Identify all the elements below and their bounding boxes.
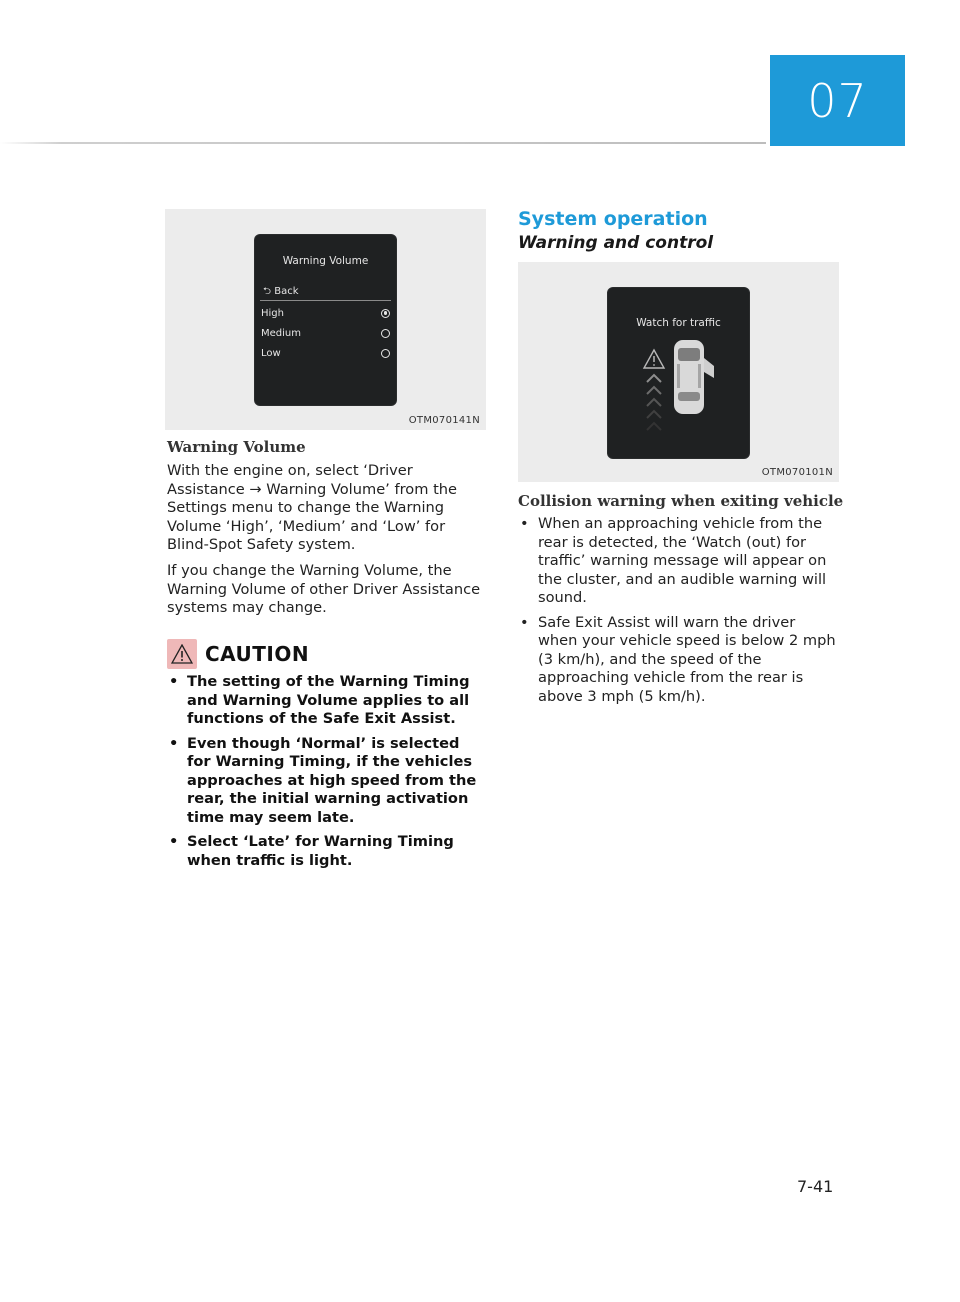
warning-volume-figure bbox=[165, 209, 486, 430]
menu-divider bbox=[260, 300, 391, 301]
screen-title: Warning Volume bbox=[282, 255, 369, 267]
menu-back bbox=[263, 284, 298, 301]
section-subtitle: Warning and control bbox=[518, 233, 714, 253]
collision-list bbox=[518, 515, 836, 712]
car-illustration bbox=[608, 288, 749, 458]
approach-chevrons-icon bbox=[647, 375, 661, 430]
caution-item: • Select ‘Late’ for Warning Timing when traffic is light. bbox=[167, 833, 485, 870]
header-rule bbox=[0, 142, 766, 144]
menu-item-high bbox=[261, 304, 390, 322]
warning-volume-para-1: With the engine on, select ‘Driver Assistance → Warning Volume’ from the Settings menu to change the Warning Volume ‘High’, ‘Medium’ and ‘Low’ for Blind-Spot Safety system. bbox=[167, 462, 458, 553]
car-top-view-icon bbox=[674, 340, 714, 414]
figure-code: OTM070141N bbox=[408, 415, 480, 426]
menu-item-label: High bbox=[261, 307, 284, 319]
watch-for-traffic-figure bbox=[518, 262, 839, 482]
back-arrow-icon: ⮌ bbox=[263, 286, 272, 297]
radio-selected-icon bbox=[381, 309, 390, 318]
warning-volume-para-2: If you change the Warning Volume, the Warning Volume of other Driver Assistance systems may change. bbox=[167, 562, 481, 616]
collision-heading: Collision warning when exiting vehicle bbox=[518, 492, 844, 510]
collision-item: • Safe Exit Assist will warn the driver when your vehicle speed is below 2 mph (3 km/h), and the speed of the approaching vehicle from the rear is above 3 mph (5 km/h). bbox=[518, 614, 836, 707]
caution-item: • The setting of the Warning Timing and Warning Volume applies to all functions of the Safe Exit Assist. bbox=[167, 673, 485, 729]
chapter-tab: 07 bbox=[770, 55, 905, 146]
cluster-screen bbox=[255, 235, 396, 405]
radio-unselected-icon bbox=[381, 329, 390, 338]
caution-header bbox=[167, 637, 309, 671]
figure-code: OTM070101N bbox=[761, 467, 833, 478]
back-label: Back bbox=[274, 286, 299, 297]
page-number: 7-41 bbox=[797, 1177, 834, 1196]
radio-unselected-icon bbox=[381, 349, 390, 358]
cluster-screen bbox=[608, 288, 749, 458]
menu-item-medium bbox=[261, 324, 390, 342]
menu-item-label: Low bbox=[261, 347, 281, 359]
screen-title: Watch for traffic bbox=[636, 317, 721, 329]
warning-triangle-icon bbox=[644, 350, 664, 368]
collision-item: • When an approaching vehicle from the rear is detected, the ‘Watch (out) for traffic’ warning message will appear on the cluster, and an audible warning will sound. bbox=[518, 515, 836, 608]
warning-volume-heading: Warning Volume bbox=[167, 438, 306, 456]
caution-label: CAUTION bbox=[205, 642, 310, 666]
section-title: System operation bbox=[518, 208, 708, 230]
caution-item: • Even though ‘Normal’ is selected for Warning Timing, if the vehicles approaches at high speed from the rear, the initial warning activation time may seem late. bbox=[167, 735, 485, 828]
menu-item-label: Medium bbox=[261, 327, 301, 339]
menu-item-low bbox=[261, 344, 390, 362]
caution-list bbox=[167, 673, 485, 876]
warning-triangle-icon bbox=[167, 639, 197, 669]
